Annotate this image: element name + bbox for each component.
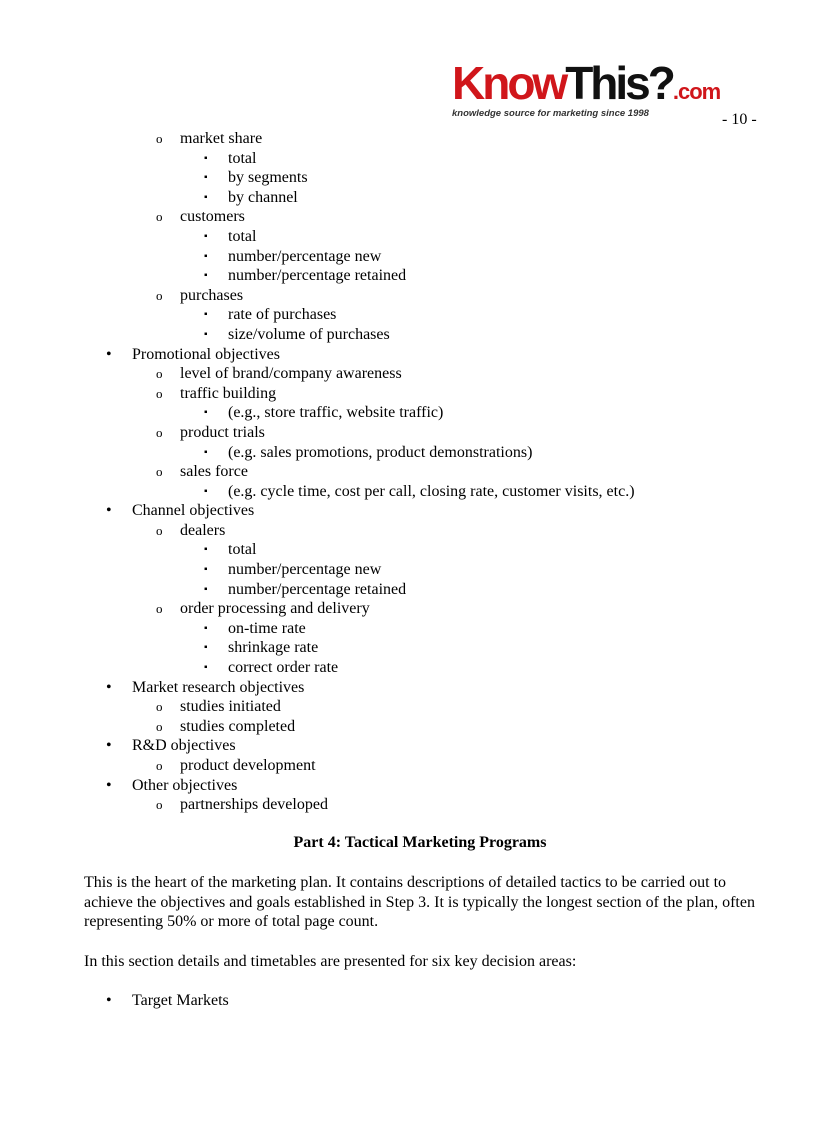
list-item-text: Other objectives <box>132 776 238 794</box>
list-item-text: number/percentage retained <box>228 267 407 285</box>
logo-tagline: knowledge source for marketing since 1998 <box>452 108 649 119</box>
bullet-icon: • <box>106 678 112 696</box>
list-item <box>0 266 816 286</box>
list-item-text: by segments <box>228 169 308 187</box>
list-item <box>0 560 816 580</box>
list-item-text: rate of purchases <box>228 306 337 324</box>
list-item <box>0 305 816 325</box>
list-item <box>0 501 816 521</box>
list-item-text: total <box>228 149 257 167</box>
circle-bullet-icon: o <box>156 601 163 617</box>
circle-bullet-icon: o <box>156 464 163 480</box>
list-item-text: total <box>228 227 257 245</box>
circle-bullet-icon: o <box>156 797 163 813</box>
list-item <box>0 364 816 384</box>
list-item-text: order processing and delivery <box>180 600 370 618</box>
square-bullet-icon: ▪ <box>204 191 208 203</box>
list-item <box>0 129 816 149</box>
circle-bullet-icon: o <box>156 287 163 303</box>
list-item-text: studies completed <box>180 717 296 735</box>
list-item <box>0 443 816 463</box>
list-item-text: number/percentage new <box>228 561 382 579</box>
list-item-text: size/volume of purchases <box>228 325 390 343</box>
list-item-text: product development <box>180 757 316 774</box>
section-heading: Part 4: Tactical Marketing Programs <box>293 834 547 851</box>
bullet-icon: • <box>106 502 112 520</box>
list-item <box>0 599 816 619</box>
list-item-text: shrinkage rate <box>228 639 319 657</box>
list-item <box>0 540 816 560</box>
circle-bullet-icon: o <box>156 522 163 538</box>
list-item-text: number/percentage new <box>228 247 382 265</box>
square-bullet-icon: ▪ <box>204 662 208 674</box>
bullet-icon: • <box>106 776 112 794</box>
list-item <box>0 188 816 208</box>
list-item <box>0 638 816 658</box>
page-number: - 10 - <box>722 111 757 128</box>
list-item <box>0 678 816 698</box>
list-item <box>0 580 816 600</box>
paragraph-decision-areas: In this section details and timetables are presented for six key decision areas: <box>84 953 577 970</box>
square-bullet-icon: ▪ <box>204 152 208 164</box>
list-item-text: partnerships developed <box>180 796 328 814</box>
list-item-text: R&D objectives <box>132 737 236 755</box>
circle-bullet-icon: o <box>156 424 163 440</box>
list-item-text: Promotional objectives <box>132 345 280 363</box>
circle-bullet-icon: o <box>156 131 163 146</box>
bullet-icon: • <box>106 345 112 363</box>
list-item <box>0 227 816 247</box>
square-bullet-icon: ▪ <box>204 446 208 458</box>
list-item-text: Market research objectives <box>132 678 305 696</box>
square-bullet-icon: ▪ <box>204 172 208 184</box>
circle-bullet-icon: o <box>156 699 163 715</box>
list-item <box>0 384 816 404</box>
list-item <box>0 325 816 345</box>
objectives-outline <box>0 129 816 815</box>
list-item <box>0 462 816 482</box>
list-item-text: by channel <box>228 188 298 206</box>
list-item <box>0 207 816 227</box>
list-item-text: market share <box>180 130 263 147</box>
list-item-text: (e.g., store traffic, website traffic) <box>228 404 444 422</box>
paragraph-intro: This is the heart of the marketing plan. It contains descriptions of detailed tactics to be carried out to achieve the objectives and goals established in Step 3. It is typically the longest section of the plan, often representing 50% or more of total page count. <box>84 874 755 931</box>
list-item <box>0 286 816 306</box>
list-item <box>0 736 816 756</box>
circle-bullet-icon: o <box>156 718 163 734</box>
list-item <box>0 521 816 541</box>
square-bullet-icon: ▪ <box>204 485 208 497</box>
square-bullet-icon: ▪ <box>204 230 208 242</box>
list-item-text: (e.g. cycle time, cost per call, closing rate, customer visits, etc.) <box>228 482 635 500</box>
list-item-text: customers <box>180 208 245 226</box>
square-bullet-icon: ▪ <box>204 583 208 595</box>
square-bullet-icon: ▪ <box>204 407 208 419</box>
list-item <box>0 795 816 815</box>
list-item <box>0 168 816 188</box>
list-item <box>0 149 816 169</box>
list-item <box>0 345 816 365</box>
list-item <box>0 697 816 717</box>
bullet-icon: • <box>106 737 112 755</box>
list-item-text: number/percentage retained <box>228 580 407 598</box>
list-item: • Target Markets <box>106 992 229 1009</box>
list-item-text: sales force <box>180 463 248 481</box>
circle-bullet-icon: o <box>156 209 163 225</box>
list-item-text: dealers <box>180 521 226 539</box>
list-item-text: product trials <box>180 423 265 441</box>
list-item-text: Channel objectives <box>132 502 255 520</box>
list-item-text: correct order rate <box>228 659 339 677</box>
list-item-text: on-time rate <box>228 619 306 637</box>
list-item <box>0 423 816 443</box>
square-bullet-icon: ▪ <box>204 309 208 321</box>
list-item <box>0 658 816 678</box>
list-item <box>0 247 816 267</box>
list-item-text: purchases <box>180 286 244 304</box>
square-bullet-icon: ▪ <box>204 328 208 340</box>
list-item <box>0 717 816 737</box>
bullet-icon: • <box>106 992 112 1009</box>
circle-bullet-icon: o <box>156 385 163 401</box>
square-bullet-icon: ▪ <box>204 544 208 556</box>
list-item-text: total <box>228 541 257 559</box>
list-item <box>0 403 816 423</box>
square-bullet-icon: ▪ <box>204 250 208 262</box>
circle-bullet-icon: o <box>156 366 163 382</box>
circle-bullet-icon: o <box>156 758 163 773</box>
list-item <box>0 776 816 796</box>
list-item-text: level of brand/company awareness <box>180 365 402 383</box>
list-item <box>0 482 816 502</box>
square-bullet-icon: ▪ <box>204 564 208 576</box>
square-bullet-icon: ▪ <box>204 270 208 282</box>
list-item-text: studies initiated <box>180 698 281 716</box>
list-item-text: traffic building <box>180 384 277 402</box>
list-item-text: (e.g. sales promotions, product demonstrations) <box>228 443 533 461</box>
list-item <box>0 619 816 639</box>
square-bullet-icon: ▪ <box>204 642 208 654</box>
square-bullet-icon: ▪ <box>204 622 208 634</box>
list-item <box>0 756 816 776</box>
knowthis-logo: KnowThis?.com knowledge source for marketing since 1998 <box>452 57 721 119</box>
